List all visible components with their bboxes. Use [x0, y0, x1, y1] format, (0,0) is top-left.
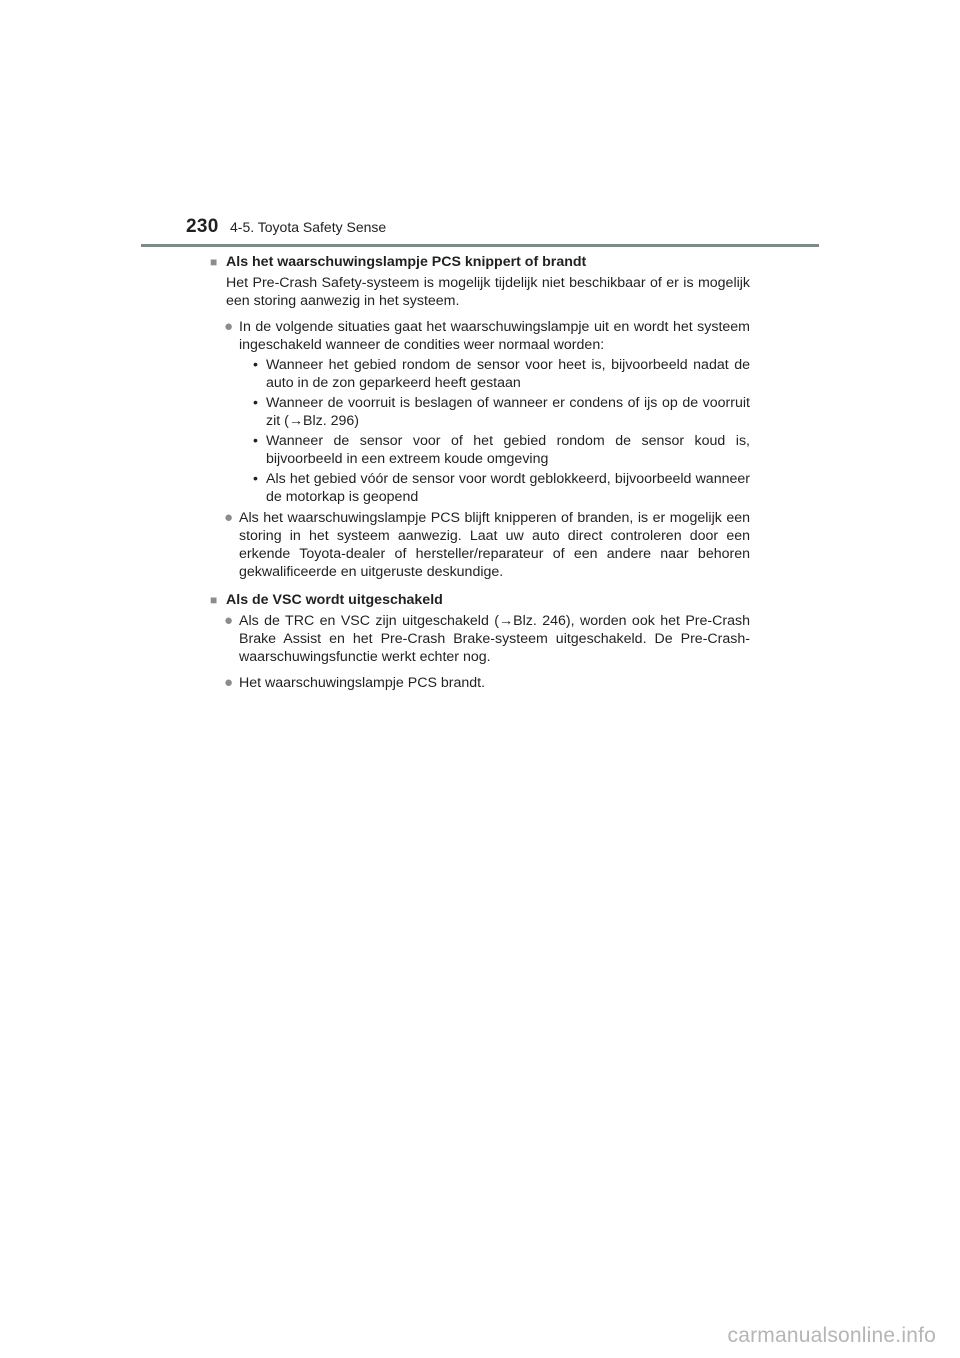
small-dot-icon: •: [253, 357, 258, 373]
sub-list-item: • Wanneer de voorruit is beslagen of wanneer er condens of ijs op de voorruit zit (→Blz. 296): [253, 395, 750, 429]
list-item: [224, 612, 750, 666]
page-header: [186, 216, 386, 240]
circle-bullet-icon: ●: [224, 674, 234, 691]
small-dot-icon: •: [253, 433, 258, 449]
section-heading-text: Als de VSC wordt uitgeschakeld: [226, 592, 443, 608]
circle-bullet-icon: ●: [224, 612, 234, 629]
list-item-text: Als de TRC en VSC zijn uitgeschakeld (→Blz. 246), worden ook het Pre-Crash Brake Assist en het Pre-Crash Brake-systeem uitgeschakeld. De Pre-Crash-waarschuwingsfunctie werkt echter nog.: [239, 613, 750, 665]
sub-list-item: • Wanneer het gebied rondom de sensor voor heet is, bijvoorbeeld nadat de auto in de zon geparkeerd heeft gestaan: [253, 357, 750, 391]
section-intro: Het Pre-Crash Safety-systeem is mogelijk tijdelijk niet beschikbaar of er is mogelijk een storing aanwezig in het systeem.: [226, 275, 750, 309]
circle-bullet-icon: ●: [224, 318, 234, 335]
page-number: 230: [186, 216, 219, 237]
section-heading-text: Als het waarschuwingslampje PCS knippert of brandt: [226, 254, 587, 270]
list-item-text: Het waarschuwingslampje PCS brandt.: [239, 675, 486, 691]
list-item: [224, 674, 750, 692]
list-item-text: Als het waarschuwingslampje PCS blijft knipperen of branden, is er mogelijk een storing in het systeem aanwezig. Laat uw auto direct controleren door een erkende Toyota-dealer of hersteller/reparateur of een andere naar behoren gekwalificeerde en uitgeruste deskundige.: [239, 510, 750, 580]
list-item: [224, 509, 750, 581]
list-item-text: In de volgende situaties gaat het waarschuwingslampje uit en wordt het systeem ingeschakeld wanneer de condities weer normaal worden:: [239, 319, 750, 353]
sub-list-item: • Wanneer de sensor voor of het gebied rondom de sensor koud is, bijvoorbeeld in een extreem koude omgeving: [253, 433, 750, 467]
page-content: [210, 253, 750, 692]
small-dot-icon: •: [253, 471, 258, 487]
sub-list-item: • Als het gebied vóór de sensor voor wordt geblokkeerd, bijvoorbeeld wanneer de motorkap is geopend: [253, 471, 750, 505]
watermark: carmanualsonline.info: [727, 1324, 936, 1347]
square-bullet-icon: ■: [210, 255, 218, 269]
section-heading: [210, 253, 750, 271]
small-dot-icon: •: [253, 395, 258, 411]
square-bullet-icon: ■: [210, 593, 218, 607]
sub-list: [239, 356, 750, 506]
circle-bullet-icon: ●: [224, 509, 234, 526]
list-item: [224, 318, 750, 506]
section-heading: [210, 591, 750, 609]
header-divider: [141, 244, 819, 247]
section-title: 4-5. Toyota Safety Sense: [230, 219, 387, 235]
